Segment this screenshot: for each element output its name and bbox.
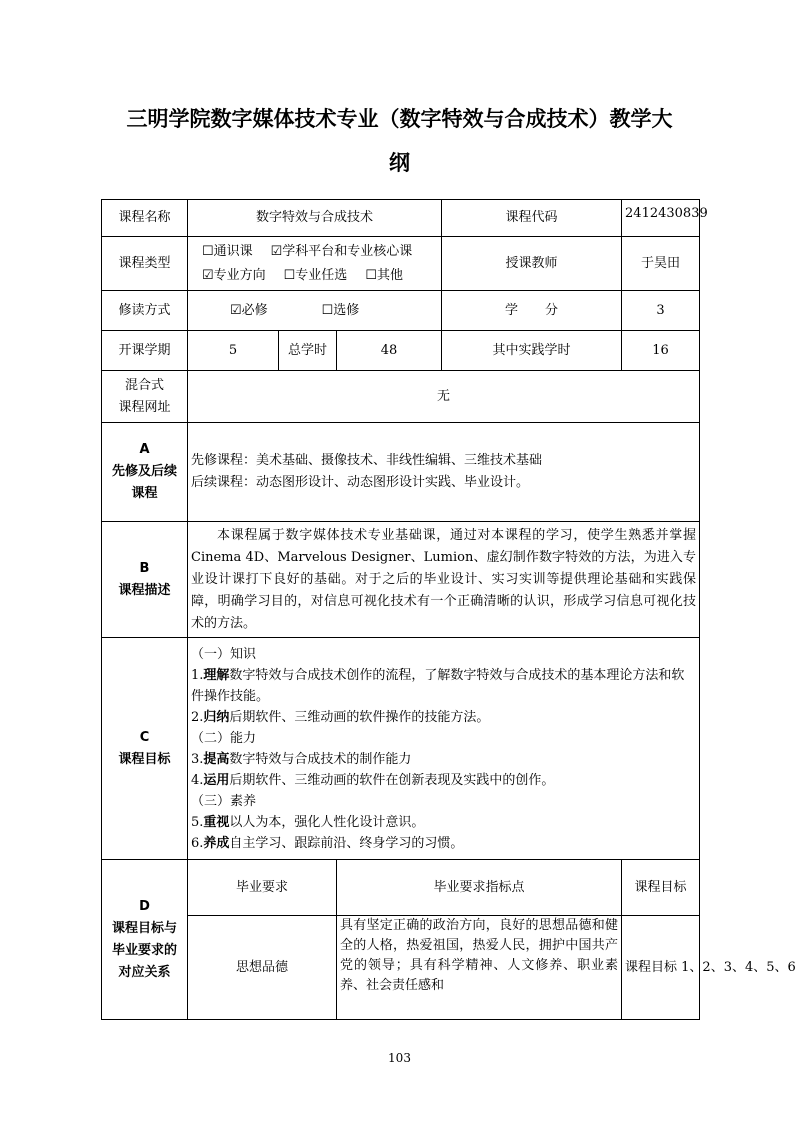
- section-a-label: A 先修及后续 课程: [102, 423, 188, 522]
- course-goals-content: [188, 638, 700, 860]
- row-section-d-thought: [102, 916, 700, 1020]
- teacher-label: 授课教师: [442, 237, 622, 291]
- indicator-thought-morality: 具有坚定正确的政治方向，良好的思想品德和健全的人格，热爱祖国，热爱人民，拥护中国共产党的领导；具有科学精神、人文修养、职业素养、社会责任感和: [337, 916, 622, 1020]
- goals-heading-knowledge: （一）知识: [191, 646, 257, 662]
- checkbox-required[interactable]: ☑必修: [230, 302, 268, 318]
- course-code-value: 2412430839: [622, 200, 700, 237]
- syllabus-table: [101, 199, 796, 1020]
- row-section-b: [102, 522, 700, 638]
- study-mode-label: 修读方式: [102, 291, 188, 331]
- total-hours-label: 总学时: [279, 331, 337, 371]
- credit-label: 学 分: [442, 291, 622, 331]
- checkbox-other[interactable]: ☐其他: [365, 267, 403, 283]
- goal-3: 3.提高数字特效与合成技术的制作能力: [191, 751, 412, 767]
- section-c-label: C 课程目标: [102, 638, 188, 860]
- row-section-c: [102, 638, 700, 860]
- document-title-line-2: 纲: [389, 151, 410, 175]
- checkbox-elective[interactable]: ☐专业任选: [283, 267, 348, 283]
- row-hybrid-url: [102, 371, 700, 423]
- checkbox-core[interactable]: ☑学科平台和专业核心课: [270, 243, 413, 259]
- row-section-a: [102, 423, 700, 522]
- course-name-value: 数字特效与合成技术: [188, 200, 442, 237]
- row-study-mode: [102, 291, 700, 331]
- header-graduation-requirement: 毕业要求: [188, 860, 337, 916]
- teacher-value: 于昊田: [622, 237, 700, 291]
- practice-hours-label: 其中实践学时: [442, 331, 622, 371]
- goal-6: 6.养成自主学习、跟踪前沿、终身学习的习惯。: [191, 835, 464, 851]
- prerequisite-courses: 先修课程：美术基础、摄像技术、非线性编辑、三维技术基础: [191, 453, 543, 468]
- practice-hours-value: 16: [622, 331, 700, 371]
- checkbox-general[interactable]: ☐通识课: [202, 243, 253, 259]
- course-code-label: 课程代码: [442, 200, 622, 237]
- goal-5: 5.重视以人为本，强化人性化设计意识。: [191, 814, 425, 830]
- row-course-type: [102, 237, 700, 291]
- row-course-name: [102, 200, 700, 237]
- requirement-thought-morality: 思想品德: [188, 916, 337, 1020]
- goals-heading-ability: （二）能力: [191, 730, 257, 746]
- document-title-line-1: 三明学院数字媒体技术专业（数字特效与合成技术）教学大: [126, 107, 673, 131]
- goals-heading-literacy: （三）素养: [191, 793, 257, 809]
- hybrid-url-label: 混合式 课程网址: [102, 371, 188, 423]
- row-semester: [102, 331, 700, 371]
- study-mode-options: [188, 291, 442, 331]
- follow-up-courses: 后续课程：动态图形设计、动态图形设计实践、毕业设计。: [191, 475, 530, 490]
- row-section-d-header: [102, 860, 700, 916]
- semester-value: 5: [188, 331, 279, 371]
- goal-2: 2.归纳后期软件、三维动画的软件操作的技能方法。: [191, 709, 490, 725]
- checkbox-direction[interactable]: ☑专业方向: [202, 267, 266, 283]
- course-description-text: 本课程属于数字媒体技术专业基础课，通过对本课程的学习，使学生熟悉并掌握Cinema 4D、Marvelous Designer、Lumion、虚幻制作数字特效的方法，为进入专业设计课打下良好的基础。对于之后的毕业设计、实习实训等提供理论基础和实践保障，明确学习目的，对信息可视化技术有一个正确清晰的认识，形成学习信息可视化技术的方法。: [188, 522, 700, 638]
- course-name-label: 课程名称: [102, 200, 188, 237]
- header-course-goals: 课程目标: [622, 860, 700, 916]
- section-b-label: B 课程描述: [102, 522, 188, 638]
- total-hours-value: 48: [337, 331, 442, 371]
- credit-value: 3: [622, 291, 700, 331]
- section-a-content: [188, 423, 700, 522]
- hybrid-url-value: 无: [188, 371, 700, 423]
- header-requirement-indicator: 毕业要求指标点: [337, 860, 622, 916]
- semester-label: 开课学期: [102, 331, 188, 371]
- checkbox-optional[interactable]: ☐选修: [321, 302, 360, 318]
- course-type-label: 课程类型: [102, 237, 188, 291]
- goals-thought-morality: 课程目标 1、2、3、4、5、6: [622, 916, 700, 1020]
- section-d-label: D 课程目标与 毕业要求的 对应关系: [102, 860, 188, 1020]
- goal-1: 1.理解数字特效与合成技术创作的流程，了解数字特效与合成技术的基本理论方法和软件操作技能。: [191, 667, 685, 704]
- page-number: 103: [388, 1051, 411, 1065]
- goal-4: 4.运用后期软件、三维动画的软件在创新表现及实践中的创作。: [191, 772, 555, 788]
- course-type-options: [188, 237, 442, 291]
